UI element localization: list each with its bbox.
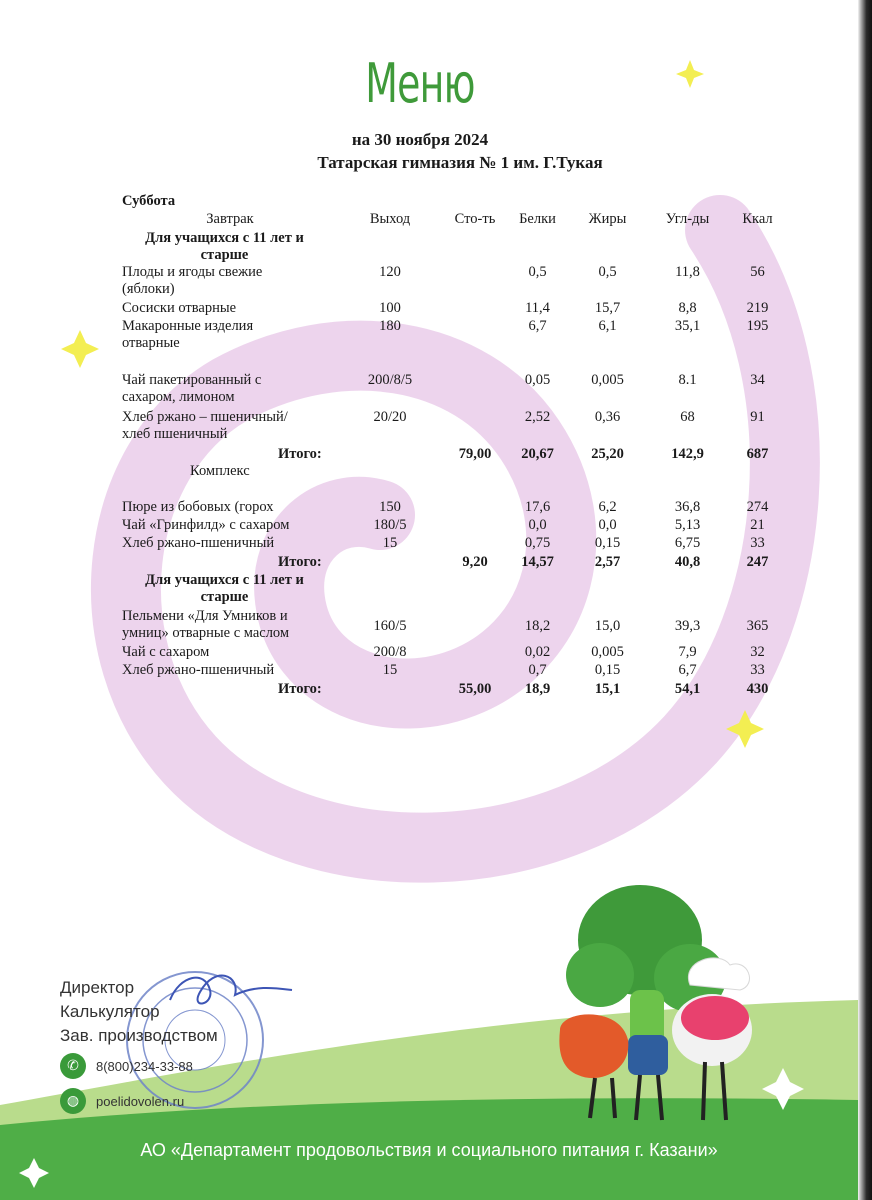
total-protein: 18,9 [524, 681, 551, 697]
star-icon [676, 60, 704, 88]
dish-kcal: 21 [750, 517, 765, 533]
column-header-protein: Белки [519, 211, 556, 227]
dish-name: Макаронные изделия отварные [122, 318, 254, 351]
dish-name: Плоды и ягоды свежие (яблоки) [122, 264, 263, 297]
dish-fat: 0,005 [591, 644, 624, 660]
dish-output: 160/5 [373, 618, 407, 634]
dish-kcal: 219 [746, 300, 769, 316]
dish-protein: 2,52 [524, 409, 551, 425]
dish-fat: 0,36 [594, 409, 621, 425]
column-header-meal: Завтрак [206, 211, 254, 227]
phone-icon: ✆ [60, 1053, 86, 1079]
total-cost: 55,00 [458, 681, 492, 697]
dish-carbs: 6,75 [674, 535, 701, 551]
dish-name: Сосиски отварные [122, 300, 237, 316]
star-icon [61, 330, 99, 368]
dish-name: Пельмени «Для Умников и умниц» отварные с маслом [122, 608, 290, 641]
dish-output: 120 [379, 264, 401, 280]
total-label: Итого: [278, 446, 322, 462]
total-kcal: 430 [746, 681, 769, 697]
dish-name: Чай с сахаром [122, 644, 210, 660]
column-header-kcal: Ккал [742, 211, 773, 227]
total-cost: 9,20 [462, 554, 488, 570]
dish-output: 200/8 [373, 644, 407, 660]
section-heading: Для учащихся с 11 лет и старше [145, 572, 304, 605]
signature-production: Зав. производством [60, 1026, 218, 1045]
dish-protein: 0,05 [524, 372, 551, 388]
dish-output: 20/20 [373, 409, 407, 425]
total-protein: 14,57 [521, 554, 554, 570]
dish-protein: 18,2 [524, 618, 551, 634]
footer-organization: АО «Департамент продовольствия и социального питания г. Казани» [140, 1140, 718, 1160]
signature-director: Директор [60, 978, 135, 997]
dish-protein: 0,02 [524, 644, 551, 660]
dish-protein: 0,75 [524, 535, 551, 551]
dish-protein: 11,4 [525, 300, 550, 316]
total-kcal: 247 [746, 554, 769, 570]
dish-name: Хлеб ржано-пшеничный [122, 662, 275, 678]
dish-output: 180 [379, 318, 401, 334]
dish-fat: 15,7 [594, 300, 621, 316]
day-of-week: Суббота [122, 193, 176, 209]
dish-name: Хлеб ржано-пшеничный [122, 535, 275, 551]
total-fat: 2,57 [594, 554, 621, 570]
dish-fat: 0,15 [594, 535, 621, 551]
total-protein: 20,67 [521, 446, 554, 462]
dish-fat: 0,0 [598, 517, 617, 533]
total-carbs: 142,9 [671, 446, 704, 462]
column-header-fat: Жиры [588, 211, 627, 227]
scan-edge [858, 0, 872, 1200]
section-heading: Комплекс [190, 463, 250, 479]
dish-kcal: 274 [746, 499, 769, 515]
dish-carbs: 8,8 [678, 300, 697, 316]
dish-fat: 6,2 [598, 499, 617, 515]
dish-carbs: 8.1 [678, 372, 697, 388]
dish-carbs: 7,9 [678, 644, 697, 660]
total-fat: 15,1 [594, 681, 621, 697]
contact-phone[interactable]: 8(800)234-33-88 [96, 1059, 193, 1074]
dish-protein: 17,6 [524, 499, 551, 515]
dish-kcal: 56 [750, 264, 765, 280]
dish-carbs: 68 [680, 409, 695, 425]
dish-output: 150 [379, 499, 401, 515]
total-label: Итого: [278, 681, 322, 697]
dish-name: Пюре из бобовых (горох [122, 499, 274, 515]
column-header-cost: Сто-ть [454, 211, 496, 227]
dish-kcal: 91 [750, 409, 765, 425]
dish-carbs: 36,8 [674, 499, 701, 515]
dish-output: 180/5 [373, 517, 407, 533]
dish-kcal: 34 [750, 372, 765, 388]
column-header-output: Выход [369, 211, 411, 227]
section-heading: Для учащихся с 11 лет и старше [145, 230, 304, 263]
dish-kcal: 32 [750, 644, 765, 660]
dish-kcal: 33 [750, 662, 765, 678]
dish-output: 200/8/5 [367, 372, 413, 388]
dish-fat: 0,15 [594, 662, 621, 678]
dish-output: 15 [382, 535, 398, 551]
dish-name: Хлеб ржано – пшеничный/ хлеб пшеничный [122, 409, 288, 442]
dish-carbs: 6,7 [678, 662, 697, 678]
dish-carbs: 35,1 [674, 318, 701, 334]
dish-output: 100 [379, 300, 401, 316]
dish-protein: 0,7 [528, 662, 547, 678]
dish-protein: 6,7 [528, 318, 547, 334]
contact-website[interactable]: poelidovolen.ru [96, 1094, 185, 1109]
dish-output: 15 [382, 662, 398, 678]
dish-carbs: 11,8 [675, 264, 700, 280]
column-header-carbs: Угл-ды [665, 211, 710, 227]
page-title: Меню [365, 52, 475, 115]
globe-icon: ◍ [60, 1088, 86, 1114]
dish-fat: 6,1 [598, 318, 617, 334]
dish-fat: 0,5 [598, 264, 617, 280]
total-cost: 79,00 [458, 446, 492, 462]
school-name: Татарская гимназия № 1 им. Г.Тукая [317, 153, 603, 172]
handwritten-signature [170, 976, 292, 1004]
dish-carbs: 39,3 [674, 618, 701, 634]
total-kcal: 687 [746, 446, 769, 462]
dish-protein: 0,5 [528, 264, 547, 280]
total-fat: 25,20 [591, 446, 624, 462]
total-carbs: 40,8 [674, 554, 701, 570]
signature-calculator: Калькулятор [60, 1002, 160, 1021]
total-carbs: 54,1 [674, 681, 701, 697]
dish-kcal: 195 [746, 318, 769, 334]
dish-carbs: 5,13 [674, 517, 701, 533]
total-label: Итого: [278, 554, 322, 570]
dish-fat: 15,0 [594, 618, 621, 634]
dish-fat: 0,005 [591, 372, 624, 388]
dish-name: Чай пакетированный с сахаром, лимоном [122, 372, 262, 405]
dish-kcal: 33 [750, 535, 765, 551]
dish-kcal: 365 [746, 618, 769, 634]
dish-protein: 0,0 [528, 517, 547, 533]
dish-name: Чай «Гринфилд» с сахаром [122, 517, 290, 533]
menu-date: на 30 ноября 2024 [351, 130, 489, 149]
